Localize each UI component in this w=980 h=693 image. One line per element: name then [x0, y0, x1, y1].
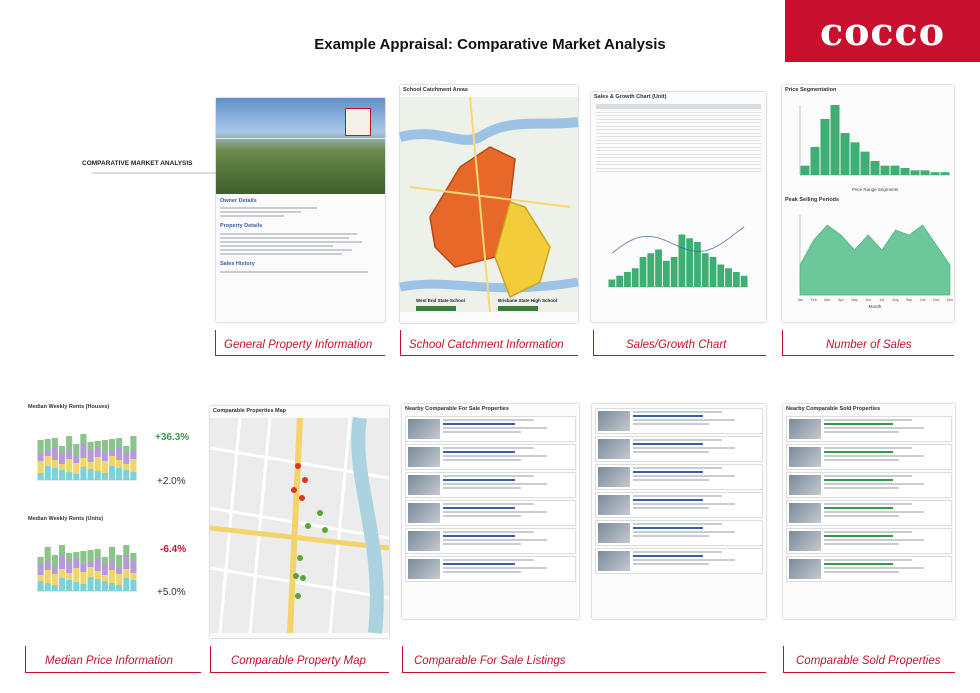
- listing-photo: [408, 419, 440, 439]
- brand-logo: cocco: [785, 0, 980, 62]
- rent-bar-segment: [52, 585, 58, 591]
- rent-bar-segment: [102, 575, 108, 581]
- rent-bar-segment: [45, 570, 51, 583]
- school-catchment-thumb: [400, 85, 578, 323]
- rent-bar-segment: [80, 584, 86, 591]
- rent-bar-segment: [59, 453, 65, 464]
- rent-bar-segment: [52, 468, 58, 480]
- rent-bar-segment: [109, 439, 115, 450]
- rent-bar-segment: [80, 551, 86, 564]
- rent-bar-segment: [109, 561, 115, 570]
- sales-table: [596, 104, 761, 172]
- rent-bar-segment: [73, 552, 79, 558]
- rent-bar-segment: [95, 457, 101, 471]
- rent-bar-segment: [66, 561, 72, 573]
- month-tick: Aug: [892, 298, 899, 302]
- listing-photo: [789, 475, 821, 495]
- rent-bar-segment: [52, 555, 58, 567]
- sales-table-row: [596, 169, 761, 173]
- price-segmentation-chart: [786, 97, 951, 192]
- houses-yield-stat: +2.0%: [157, 476, 186, 487]
- rent-bar-segment: [102, 453, 108, 461]
- page-title: Example Appraisal: Comparative Market Analysis: [314, 36, 666, 53]
- caption-for-sale: Comparable For Sale Listings: [414, 655, 566, 667]
- rent-bar-segment: [45, 439, 51, 450]
- rent-bar-segment: [88, 469, 94, 480]
- listing-card: [595, 492, 763, 518]
- peak-area: [800, 225, 950, 295]
- segment-bar: [891, 166, 900, 175]
- rent-bar-segment: [116, 447, 122, 460]
- rent-bar-segment: [66, 472, 72, 480]
- segment-bar: [841, 133, 850, 175]
- x-axis-label: Price Range Segments: [851, 187, 899, 192]
- listing-card: [405, 500, 576, 526]
- rent-bar-segment: [59, 470, 65, 480]
- rent-bar-segment: [123, 545, 129, 555]
- month-tick: Jan: [797, 298, 803, 302]
- rent-bar-segment: [66, 459, 72, 472]
- listing-card: [405, 444, 576, 470]
- comp-map: [210, 418, 389, 633]
- rent-bar-segment: [45, 466, 51, 480]
- sales-growth-heading: Sales & Growth Chart (Unit): [594, 94, 667, 100]
- listing-card: [786, 472, 952, 498]
- rent-bar-segment: [38, 461, 44, 473]
- sales-bar: [663, 261, 670, 287]
- segment-bar: [901, 168, 910, 175]
- number-of-sales-thumb: [782, 85, 954, 322]
- rent-bar-segment: [38, 564, 44, 575]
- rent-bar-segment: [116, 438, 122, 447]
- rent-bar-segment: [109, 450, 115, 456]
- caption-general: General Property Information: [224, 339, 373, 351]
- sales-history-heading: Sales History: [220, 261, 255, 267]
- listing-photo: [408, 503, 440, 523]
- units-yield-stat: +5.0%: [157, 587, 186, 598]
- sales-bar: [640, 257, 647, 287]
- segment-bar: [811, 147, 820, 175]
- rent-bar-segment: [80, 444, 86, 458]
- rent-bar-segment: [123, 555, 129, 569]
- rent-bar-segment: [109, 456, 115, 466]
- listing-photo: [598, 467, 630, 487]
- rent-bar-segment: [123, 446, 129, 453]
- segment-bar: [881, 166, 890, 175]
- listing-card: [595, 548, 763, 574]
- rent-bar-segment: [52, 574, 58, 585]
- price-seg-heading: Price Segmentation: [785, 87, 837, 93]
- rent-bar-segment: [116, 567, 122, 574]
- listing-photo: [408, 531, 440, 551]
- sales-bar: [725, 268, 732, 287]
- rent-bar-segment: [59, 569, 65, 578]
- segment-bar: [871, 161, 880, 175]
- median-units-heading: Median Weekly Rents (Units): [28, 516, 104, 522]
- rent-bar-segment: [73, 463, 79, 474]
- caption-num-sales: Number of Sales: [826, 339, 912, 351]
- rent-bar-segment: [88, 550, 94, 561]
- listing-photo: [789, 419, 821, 439]
- rent-bar-segment: [95, 571, 101, 579]
- month-tick: Feb: [810, 298, 817, 302]
- rent-bar-segment: [123, 578, 129, 591]
- median-houses-heading: Median Weekly Rents (Houses): [28, 404, 110, 410]
- x-axis-label: Month: [868, 304, 882, 309]
- rent-bar-segment: [88, 442, 94, 450]
- rent-bar-segment: [73, 444, 79, 456]
- rent-bar-segment: [123, 453, 129, 464]
- listing-photo: [408, 475, 440, 495]
- cover-heading: COMPARATIVE MARKET ANALYSIS: [82, 160, 193, 167]
- sales-bar: [655, 250, 662, 288]
- cover-page-thumb: [30, 95, 210, 325]
- rent-houses-chart: [29, 416, 139, 501]
- owner-details-heading: Owner Details: [220, 198, 257, 204]
- rent-bar-segment: [95, 441, 101, 447]
- rent-bar-segment: [73, 456, 79, 463]
- rent-bar-segment: [102, 581, 108, 591]
- rent-bar-segment: [130, 580, 136, 591]
- rent-bar-segment: [73, 558, 79, 568]
- listing-photo: [789, 503, 821, 523]
- listing-card: [786, 444, 952, 470]
- sales-bar: [694, 242, 701, 287]
- month-tick: Dec: [946, 298, 954, 302]
- rent-bar-segment: [88, 450, 94, 462]
- rent-bar-segment: [38, 575, 44, 581]
- caption-comp-map: Comparable Property Map: [231, 655, 366, 667]
- sales-bar: [632, 268, 639, 287]
- caption-median-price: Median Price Information: [45, 655, 173, 667]
- rent-bar-segment: [38, 440, 44, 453]
- houses-growth-stat: +36.3%: [155, 432, 190, 443]
- rent-bar-segment: [88, 577, 94, 591]
- listing-photo: [789, 531, 821, 551]
- sales-bar: [679, 235, 686, 288]
- rent-bar-segment: [95, 471, 101, 480]
- rent-bar-segment: [130, 459, 136, 472]
- property-photo: [216, 98, 385, 194]
- rent-bar-segment: [73, 582, 79, 591]
- rent-bar-segment: [95, 549, 101, 558]
- sales-bar: [717, 265, 724, 288]
- rent-bar-segment: [116, 585, 122, 591]
- rent-bar-segment: [80, 572, 86, 584]
- rent-bar-segment: [80, 434, 86, 444]
- rent-bar-segment: [66, 580, 72, 591]
- month-tick: May: [851, 298, 858, 302]
- rent-bar-segment: [45, 561, 51, 570]
- sales-growth-thumb: [591, 92, 766, 322]
- for-sale-heading: Nearby Comparable For Sale Properties: [405, 406, 509, 412]
- sold-thumb: [783, 404, 955, 619]
- rent-bar-segment: [52, 567, 58, 574]
- for-sale-continued-thumb: [592, 404, 766, 619]
- rent-bar-segment: [38, 453, 44, 461]
- listing-card: [405, 472, 576, 498]
- rent-bar-segment: [102, 440, 108, 453]
- listing-card: [786, 528, 952, 554]
- rent-bar-segment: [130, 472, 136, 480]
- rent-bar-segment: [95, 579, 101, 591]
- sales-bar: [671, 257, 678, 287]
- rent-bar-segment: [123, 569, 129, 578]
- listing-photo: [408, 447, 440, 467]
- rent-bar-segment: [38, 473, 44, 480]
- rent-bar-segment: [45, 456, 51, 466]
- comp-map-thumb: [210, 406, 389, 638]
- rent-units-chart: [29, 527, 139, 607]
- sales-bar: [710, 257, 717, 287]
- month-tick: Jun: [865, 298, 872, 302]
- rent-bar-segment: [45, 583, 51, 591]
- listing-photo: [598, 439, 630, 459]
- listing-photo: [408, 559, 440, 579]
- listing-photo: [598, 523, 630, 543]
- rent-bar-segment: [102, 473, 108, 480]
- listing-card: [595, 464, 763, 490]
- general-info-thumb: [216, 98, 385, 322]
- rent-bar-segment: [66, 436, 72, 450]
- rent-bar-segment: [45, 547, 51, 561]
- segment-bar: [861, 152, 870, 175]
- sold-heading: Nearby Comparable Sold Properties: [786, 406, 881, 412]
- listing-card: [405, 416, 576, 442]
- rent-bar-segment: [116, 574, 122, 585]
- rent-bar-segment: [109, 583, 115, 591]
- listing-photo: [789, 447, 821, 467]
- listing-photo: [598, 411, 630, 431]
- sales-bar: [624, 272, 631, 287]
- listing-card: [595, 520, 763, 546]
- listing-card: [595, 408, 763, 434]
- month-tick: Jul: [879, 298, 885, 302]
- rent-bar-segment: [95, 558, 101, 571]
- cover-subline: [92, 172, 232, 174]
- property-details-heading: Property Details: [220, 223, 263, 229]
- caption-sold: Comparable Sold Properties: [796, 655, 941, 667]
- rent-bar-segment: [95, 447, 101, 457]
- month-tick: Oct: [920, 298, 926, 302]
- rent-bar-segment: [73, 474, 79, 480]
- school-b-label: Brisbane State High School: [498, 298, 558, 303]
- rent-bar-segment: [59, 464, 65, 470]
- segment-bar: [801, 166, 810, 175]
- month-tick: Sep: [905, 298, 913, 302]
- rent-bar-segment: [52, 460, 58, 468]
- rent-bar-segment: [88, 462, 94, 469]
- listing-card: [405, 528, 576, 554]
- rent-bar-segment: [59, 555, 65, 569]
- rent-bar-segment: [88, 561, 94, 567]
- rent-bar-segment: [109, 570, 115, 583]
- segment-bar: [851, 142, 860, 175]
- sales-bar: [616, 276, 623, 287]
- peak-selling-chart: [786, 207, 954, 312]
- rent-bar-segment: [130, 561, 136, 573]
- rent-bar-segment: [80, 458, 86, 467]
- rent-bar-segment: [66, 573, 72, 580]
- rent-bar-segment: [38, 581, 44, 591]
- segment-bar: [941, 172, 950, 175]
- units-growth-stat: -6.4%: [160, 544, 187, 555]
- rent-bar-segment: [88, 567, 94, 577]
- rent-bar-segment: [66, 553, 72, 561]
- listing-card: [405, 556, 576, 582]
- listing-photo: [598, 551, 630, 571]
- sales-bar: [647, 253, 654, 287]
- rent-bar-segment: [73, 568, 79, 582]
- listing-card: [595, 436, 763, 462]
- rent-bar-segment: [116, 468, 122, 480]
- rent-bar-segment: [80, 564, 86, 572]
- segment-bar: [921, 170, 930, 175]
- rent-bar-segment: [102, 564, 108, 575]
- rent-bar-segment: [59, 446, 65, 453]
- caption-school: School Catchment Information: [409, 339, 564, 351]
- listing-photo: [789, 559, 821, 579]
- school-heading: School Catchment Areas: [403, 87, 468, 93]
- rent-bar-segment: [123, 464, 129, 470]
- rent-bar-segment: [80, 467, 86, 480]
- rent-bar-segment: [109, 547, 115, 561]
- caption-sales-growth: Sales/Growth Chart: [626, 339, 727, 351]
- segment-bar: [911, 170, 920, 175]
- segment-bar: [831, 105, 840, 175]
- segment-bar: [821, 119, 830, 175]
- rent-bar-segment: [66, 450, 72, 459]
- rent-bar-segment: [116, 555, 122, 567]
- school-a-label: West End State School: [416, 298, 465, 303]
- sales-bar: [702, 253, 709, 287]
- sales-bar: [741, 276, 748, 287]
- comp-map-heading: Comparable Properties Map: [213, 408, 287, 414]
- rent-bar-segment: [130, 573, 136, 580]
- rent-bar-segment: [109, 466, 115, 480]
- rent-bar-segment: [130, 436, 136, 450]
- sales-bar: [609, 280, 616, 288]
- rent-bar-segment: [38, 557, 44, 564]
- peak-selling-heading: Peak Selling Periods: [785, 197, 840, 203]
- rent-bar-segment: [102, 461, 108, 473]
- listing-card: [786, 416, 952, 442]
- rent-bar-segment: [52, 438, 58, 447]
- rent-bar-segment: [123, 470, 129, 480]
- rent-bar-segment: [59, 545, 65, 555]
- rent-bar-segment: [130, 553, 136, 561]
- catchment-map: [400, 97, 578, 312]
- month-tick: Mar: [824, 298, 831, 302]
- sales-growth-chart: [596, 207, 761, 302]
- rent-bar-segment: [59, 578, 65, 591]
- listing-photo: [598, 495, 630, 515]
- month-tick: Nov: [933, 298, 940, 302]
- listing-card: [786, 556, 952, 582]
- for-sale-thumb: [402, 404, 579, 619]
- month-tick: Apr: [838, 298, 844, 302]
- rent-bar-segment: [45, 450, 51, 456]
- rent-bar-segment: [52, 447, 58, 460]
- rent-bar-segment: [102, 557, 108, 564]
- growth-line: [612, 227, 744, 253]
- rent-bar-segment: [130, 450, 136, 459]
- sales-bar: [686, 238, 693, 287]
- rent-bar-segment: [116, 460, 122, 468]
- sales-bar: [733, 272, 740, 287]
- segment-bar: [931, 172, 940, 175]
- listing-card: [786, 500, 952, 526]
- median-price-thumb: [25, 402, 201, 610]
